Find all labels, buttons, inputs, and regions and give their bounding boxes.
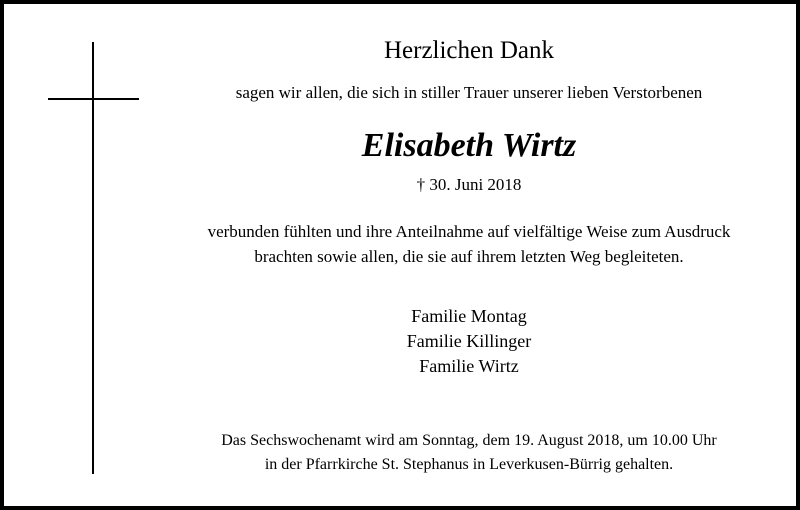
thanks-paragraph <box>164 219 774 269</box>
intro-text: sagen wir allen, die sich in stiller Trauer unserer lieben Verstorbenen <box>235 83 703 102</box>
cross-vertical-bar <box>92 42 94 474</box>
thanks-line: brachten sowie allen, die sie auf ihrem letzten Weg begleiteten. <box>254 247 684 266</box>
heading: Herzlichen Dank <box>383 37 555 64</box>
thanks-line: verbunden fühlten und ihre Anteilnahme auf vielfältige Weise zum Ausdruck <box>207 222 731 241</box>
cross-horizontal-bar <box>48 98 139 100</box>
service-announcement <box>164 429 774 477</box>
family-name: Familie Wirtz <box>419 356 519 376</box>
death-date: † 30. Juni 2018 <box>416 175 522 194</box>
service-line: Das Sechswochenamt wird am Sonntag, dem 19. August 2018, um 10.00 Uhr <box>221 432 717 449</box>
family-name: Familie Killinger <box>406 331 532 351</box>
service-line: in der Pfarrkirche St. Stephanus in Leverkusen-Bürrig gehalten. <box>264 456 674 473</box>
deceased-name: Elisabeth Wirtz <box>361 127 577 164</box>
family-name: Familie Montag <box>411 306 527 326</box>
family-signatures <box>164 304 774 379</box>
